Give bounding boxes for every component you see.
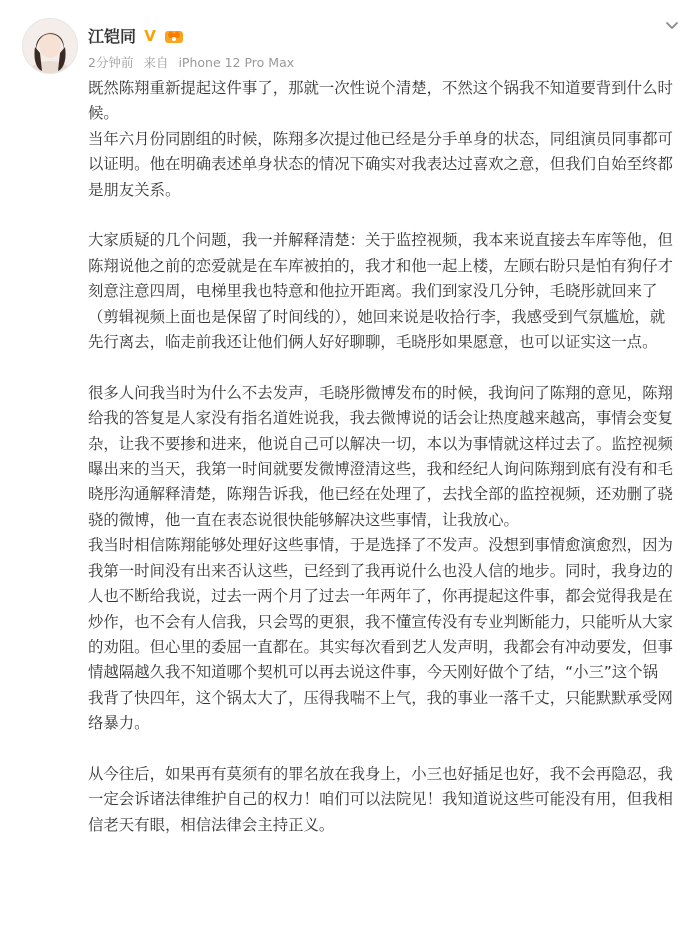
verified-v-icon: V <box>144 26 156 45</box>
post-paragraph: 从今往后，如果再有莫须有的罪名放在我身上，小三也好插足也好，我不会再隐忍，我一定会诉诸法律维护自己的权力！咱们可以法院见！我知道说这些可能没有用，但我相信老天有眼，相信法律会主持正义。 <box>88 764 673 834</box>
chevron-down-icon[interactable] <box>664 18 680 34</box>
post-paragraph: 大家质疑的几个问题，我一并解释清楚：关于监控视频，我本来说直接去车库等他，但陈翔说他之前的恋爱就是在车库被拍的，我才和他一起上楼，左顾右盼只是怕有狗仔才刻意注意四周，电梯里我也特意和他拉开距离。我们到家没几分钟，毛晓彤就回来了（剪辑视频上面也是保留了时间线的），她回来说是收拾行李，我感受到气氛尴尬，就先行离去，临走前我还让他们俩人好好聊聊，毛晓彤如果愿意，也可以证实这一点。 <box>88 231 673 352</box>
post-paragraph: 既然陈翔重新提起这件事了，那就一次性说个清楚，不然这个锅我不知道要背到什么时候。 <box>88 79 673 123</box>
post-meta <box>88 53 300 71</box>
post-source-prefix: 来自 <box>143 55 169 70</box>
vip-badge-icon[interactable] <box>164 28 184 44</box>
post-device[interactable]: iPhone 12 Pro Max <box>178 55 295 70</box>
post-time: 2分钟前 <box>88 55 134 70</box>
avatar[interactable] <box>22 18 78 74</box>
post-paragraph: 当年六月份同剧组的时候，陈翔多次提过他已经是分手单身的状态，同组演员同事都可以证明。他在明确表述单身状态的情况下确实对我表达过喜欢之意，但我们自始至终都是朋友关系。 <box>88 129 673 199</box>
avatar-portrait-icon <box>23 19 77 73</box>
user-name[interactable]: 江铠同 <box>88 27 137 46</box>
user-header <box>88 24 184 47</box>
post-paragraph: 我当时相信陈翔能够处理好这些事情，于是选择了不发声。没想到事情愈演愈烈，因为我第一时间没有出来否认这些，已经到了我再说什么也没人信的地步。同时，我身边的人也不断给我说，过去一两个月了过去一年两年了，你再提起这件事，都会觉得我是在炒作，也不会有人信我，只会骂的更狠，我不懂宣传没有专业判断能力，只能听从大家的劝阻。但心里的委屈一直都在。其实每次看到艺人发声明，我都会有冲动要发，但事情越隔越久我不知道哪个契机可以再去说这件事，今天刚好做个了结，“小三”这个锅我背了快四年，这个锅太大了，压得我喘不上气，我的事业一落千丈，只能默默承受网络暴力。 <box>88 536 673 733</box>
post-paragraph: 很多人问我当时为什么不去发声，毛晓彤微博发布的时候，我询问了陈翔的意见，陈翔给我的答复是人家没有指名道姓说我，我去微博说的话会让热度越来越高，事情会变复杂，让我不要掺和进来，他说自己可以解决一切，本以为事情就这样过去了。监控视频曝出来的当天，我第一时间就要发微博澄清这些，我和经纪人询问陈翔到底有没有和毛晓彤沟通解释清楚，陈翔告诉我，他已经在处理了，去找全部的监控视频，还劝删了骁骁的微博，他一直在表态说很快能够解决这些事情，让我放心。 <box>88 383 673 529</box>
post-content <box>88 76 673 838</box>
